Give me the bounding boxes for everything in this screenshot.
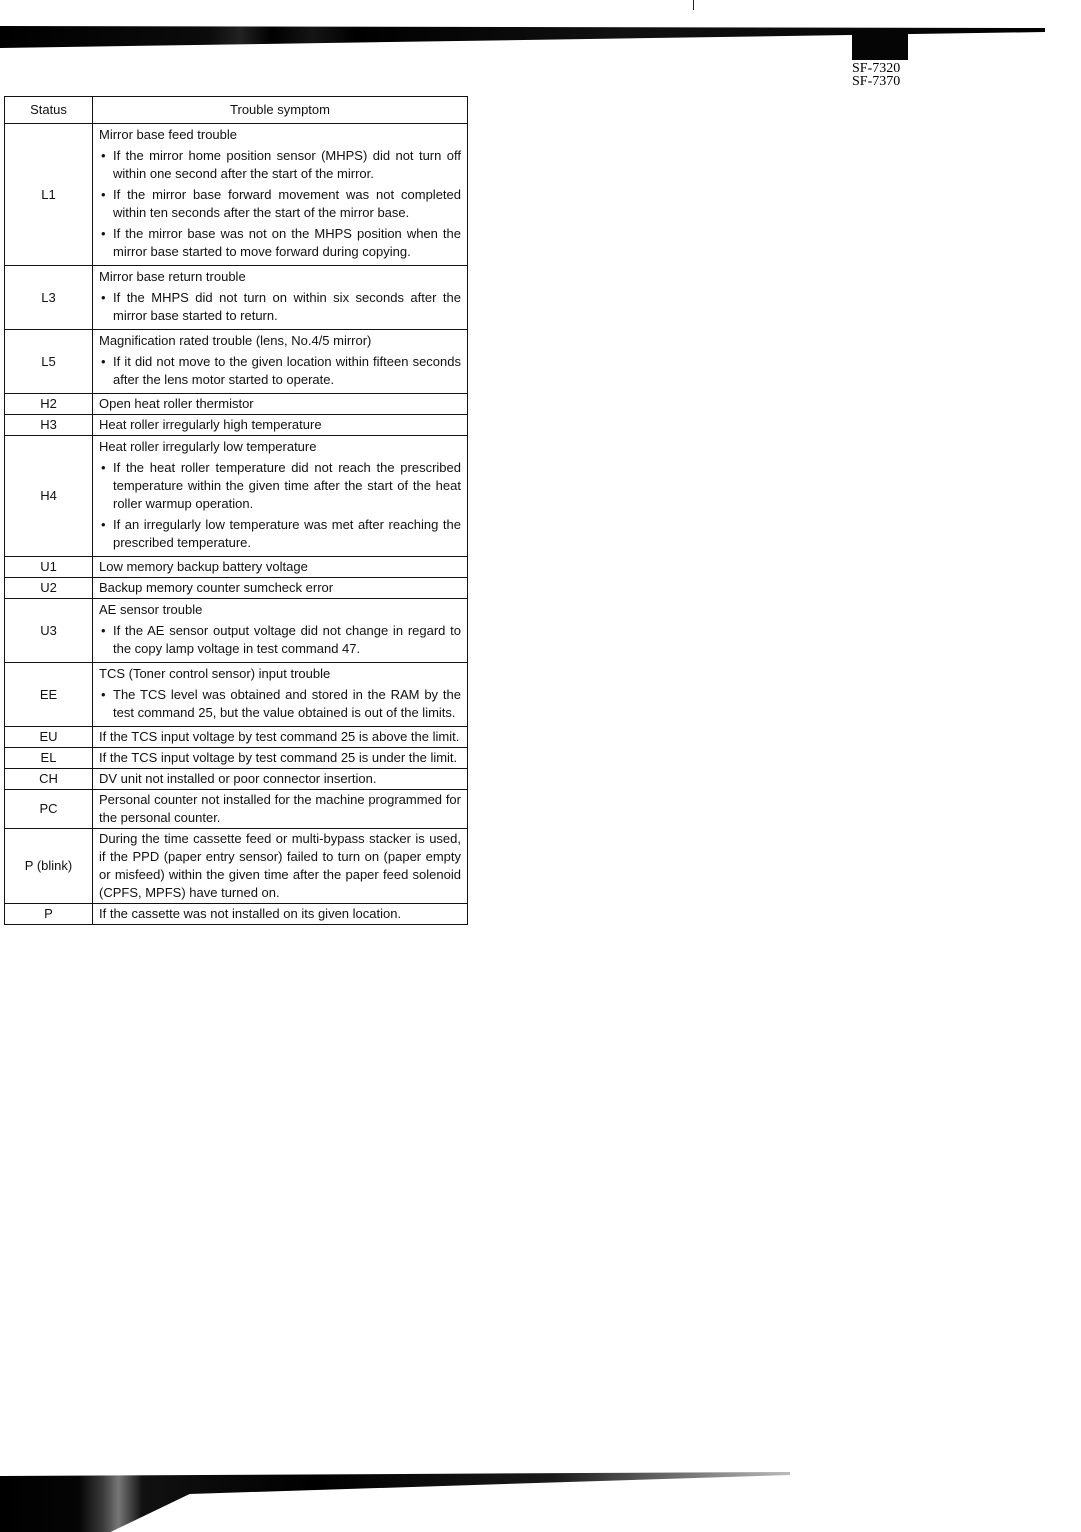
status-code: U1 (5, 557, 93, 578)
status-code: P (5, 904, 93, 925)
table-row (5, 394, 468, 415)
symptom-bullet-list (99, 686, 461, 722)
symptom-description (93, 748, 468, 769)
status-code: H2 (5, 394, 93, 415)
model-number-1: SF-7320 (852, 61, 901, 76)
symptom-title: Mirror base feed trouble (99, 127, 238, 142)
scan-edge-bottom (0, 1472, 790, 1532)
table-row (5, 266, 468, 330)
symptom-description (93, 266, 468, 330)
table-row (5, 557, 468, 578)
symptom-title: If the TCS input voltage by test command 25 is under the limit. (99, 750, 458, 765)
symptom-description (93, 557, 468, 578)
symptom-bullet-list (99, 289, 461, 325)
symptom-description (93, 790, 468, 829)
table-row (5, 330, 468, 394)
table-body (5, 124, 468, 925)
status-code: P (blink) (5, 829, 93, 904)
symptom-description (93, 578, 468, 599)
symptom-title: TCS (Toner control sensor) input trouble (99, 666, 331, 681)
symptom-bullet: • If it did not move to the given location within fifteen seconds after the lens motor started to operate. (99, 353, 461, 389)
symptom-bullet: • If the mirror base forward movement was not completed within ten seconds after the start of the mirror base. (99, 186, 461, 222)
scan-tick-mark (693, 0, 694, 10)
status-column-header: Status (5, 97, 93, 124)
symptom-description (93, 415, 468, 436)
symptom-bullet-list (99, 147, 461, 261)
symptom-bullet-list (99, 622, 461, 658)
status-code: L3 (5, 266, 93, 330)
table-row (5, 599, 468, 663)
table-row (5, 748, 468, 769)
symptom-title: Low memory backup battery voltage (99, 559, 308, 574)
symptom-title: Mirror base return trouble (99, 269, 246, 284)
symptom-title: Backup memory counter sumcheck error (99, 580, 334, 595)
symptom-description (93, 124, 468, 266)
symptom-description (93, 394, 468, 415)
symptom-title: If the TCS input voltage by test command 25 is above the limit. (99, 729, 460, 744)
symptom-bullet: • If an irregularly low temperature was met after reaching the prescribed temperature. (99, 516, 461, 552)
table-row (5, 578, 468, 599)
page-tab-marker (852, 30, 908, 60)
model-number-2: SF-7370 (852, 74, 901, 89)
symptom-column-header: Trouble symptom (93, 97, 468, 124)
symptom-title: During the time cassette feed or multi-bypass stacker is used, if the PPD (paper entry sensor) failed to turn on (paper empty or misfeed) within the given time after the paper feed solenoid (CPFS, MPFS) have turned on. (99, 831, 461, 900)
status-code: H4 (5, 436, 93, 557)
symptom-title: Heat roller irregularly low temperature (99, 439, 317, 454)
status-code: L5 (5, 330, 93, 394)
table-row (5, 769, 468, 790)
symptom-bullet: • If the AE sensor output voltage did not change in regard to the copy lamp voltage in test command 47. (99, 622, 461, 658)
symptom-title: Open heat roller thermistor (99, 396, 254, 411)
symptom-bullet-list (99, 459, 461, 552)
symptom-description (93, 330, 468, 394)
symptom-title: Magnification rated trouble (lens, No.4/5 mirror) (99, 333, 372, 348)
symptom-description (93, 436, 468, 557)
symptom-description (93, 829, 468, 904)
symptom-description (93, 727, 468, 748)
symptom-title: DV unit not installed or poor connector insertion. (99, 771, 377, 786)
symptom-description (93, 769, 468, 790)
symptom-title: AE sensor trouble (99, 602, 203, 617)
status-code: U2 (5, 578, 93, 599)
symptom-title: Heat roller irregularly high temperature (99, 417, 322, 432)
symptom-bullet-list (99, 353, 461, 389)
table-row (5, 124, 468, 266)
table-row (5, 790, 468, 829)
status-code: CH (5, 769, 93, 790)
table-row (5, 436, 468, 557)
symptom-bullet: • If the heat roller temperature did not reach the prescribed temperature within the given time after the start of the heat roller warmup operation. (99, 459, 461, 513)
status-code: EU (5, 727, 93, 748)
trouble-symptom-table (4, 96, 468, 925)
table-row (5, 663, 468, 727)
table-header-row (5, 97, 468, 124)
table-row (5, 829, 468, 904)
symptom-bullet: • If the mirror base was not on the MHPS position when the mirror base started to move forward during copying. (99, 225, 461, 261)
symptom-description (93, 599, 468, 663)
symptom-bullet: • If the MHPS did not turn on within six seconds after the mirror base started to return. (99, 289, 461, 325)
table-row (5, 415, 468, 436)
status-code: U3 (5, 599, 93, 663)
symptom-description (93, 904, 468, 925)
symptom-title: If the cassette was not installed on its given location. (99, 906, 402, 921)
table-row (5, 727, 468, 748)
model-number-label (852, 62, 932, 88)
symptom-title: Personal counter not installed for the machine programmed for the personal counter. (99, 792, 461, 825)
status-code: EL (5, 748, 93, 769)
status-code: L1 (5, 124, 93, 266)
symptom-bullet: • If the mirror home position sensor (MHPS) did not turn off within one second after the start of the mirror. (99, 147, 461, 183)
status-code: PC (5, 790, 93, 829)
table-row (5, 904, 468, 925)
symptom-description (93, 663, 468, 727)
symptom-bullet: • The TCS level was obtained and stored in the RAM by the test command 25, but the value obtained is out of the limits. (99, 686, 461, 722)
status-code: H3 (5, 415, 93, 436)
status-code: EE (5, 663, 93, 727)
